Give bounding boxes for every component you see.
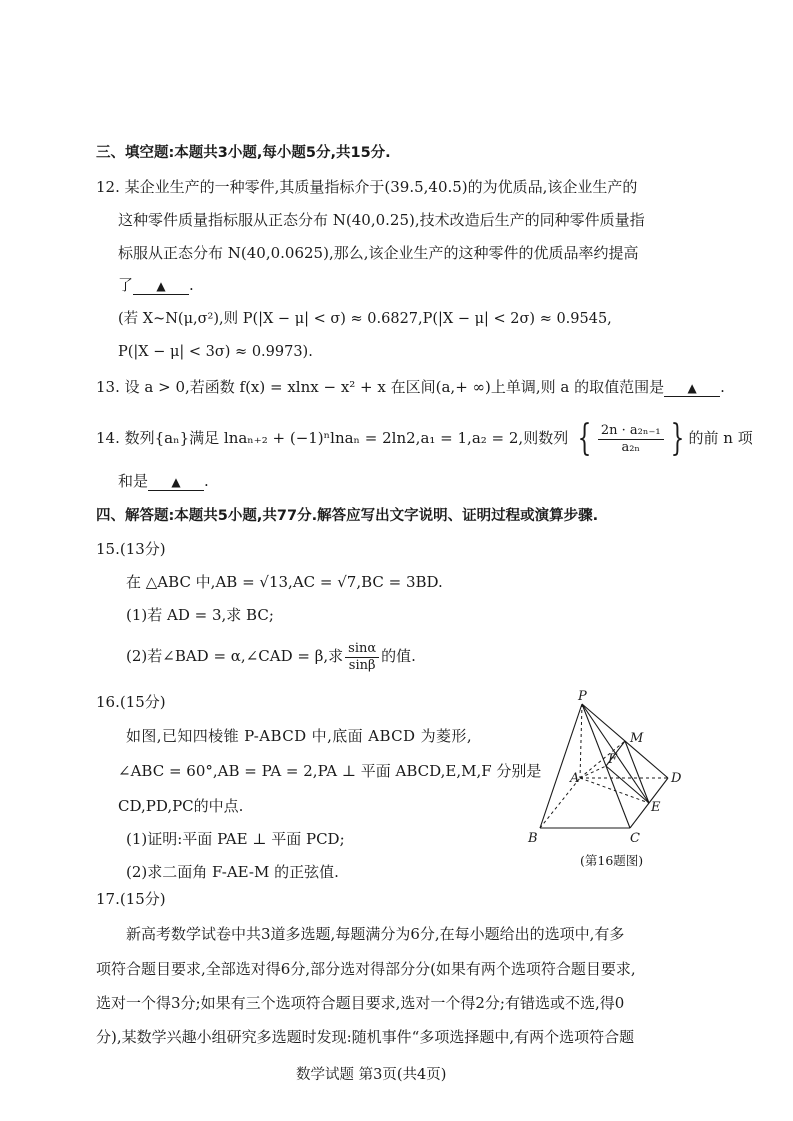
section-4-heading: 四、解答题:本题共5小题,共77分.解答应写出文字说明、证明过程或演算步骤. — [96, 508, 599, 524]
q15-part-1: (1)若 AD = 3,求 BC; — [126, 606, 274, 624]
q17-line-1: 新高考数学试卷中共3道多选题,每题满分为6分,在每小题给出的选项中,有多 — [126, 925, 625, 943]
q14-fraction-numerator: 2n · a₂ₙ₋₁ — [598, 423, 664, 440]
label-A: A — [570, 771, 580, 786]
edge-PB — [540, 704, 582, 828]
edge-AM — [580, 741, 625, 778]
q12-line-3: 标服从正态分布 N(40,0.0625),那么,该企业生产的这种零件的优质品率约提高 — [118, 244, 639, 262]
q16-line-2: ∠ABC = 60°,AB = PA = 2,PA ⊥ 平面 ABCD,E,M,F 分别是 — [118, 762, 542, 780]
edge-AF — [580, 766, 606, 778]
q15-part-2 — [126, 638, 416, 674]
q15-fraction — [345, 641, 379, 674]
q14-line-2-prefix: 和是 — [118, 472, 149, 490]
q14-line-2-suffix: . — [204, 472, 209, 490]
q16-title: 16.(15分) — [96, 693, 166, 711]
q12-line-4 — [118, 275, 194, 295]
q16-figure-caption: (第16题图) — [580, 853, 644, 868]
q17-line-3: 选对一个得3分;如果有三个选项符合题目要求,选对一个得2分;有错选或不选,得0 — [96, 994, 625, 1012]
edge-AE — [580, 778, 649, 803]
q14-line-1 — [96, 418, 753, 458]
q15-fraction-denominator: sinβ — [348, 657, 376, 673]
q14-fraction-denominator: a₂ₙ — [621, 439, 641, 455]
q14-answer-blank: ▲ — [148, 474, 204, 491]
label-C: C — [630, 831, 640, 846]
q15-part-2-prefix: (2)若∠BAD = α,∠CAD = β,求 — [126, 647, 344, 665]
section-3-heading: 三、填空题:本题共3小题,每小题5分,共15分. — [96, 145, 391, 161]
q16-line-3: CD,PD,PC的中点. — [118, 797, 244, 815]
q17-title: 17.(15分) — [96, 890, 166, 908]
q12-line-2: 这种零件质量指标服从正态分布 N(40,0.25),技术改造后生产的同种零件质量指 — [118, 211, 645, 229]
q12-line-1: 12. 某企业生产的一种零件,其质量指标介于(39.5,40.5)的为优质品,该企业生产的 — [96, 178, 638, 196]
q15-title: 15.(13分) — [96, 540, 166, 558]
q15-fraction-numerator: sinα — [345, 641, 379, 658]
q14-fraction — [598, 423, 664, 456]
q16-part-1: (1)证明:平面 PAE ⊥ 平面 PCD; — [126, 830, 345, 848]
q15-part-2-suffix: 的值. — [381, 647, 416, 665]
label-D: D — [671, 771, 682, 786]
label-M: M — [630, 731, 644, 746]
q14-suffix: 的前 n 项 — [688, 429, 753, 447]
q16-part-2: (2)求二面角 F-AE-M 的正弦值. — [126, 863, 339, 881]
label-E: E — [651, 800, 661, 815]
q13-suffix: . — [720, 378, 725, 396]
label-P: P — [578, 690, 587, 704]
q12-hint-2: P(|X − μ| < 3σ) ≈ 0.9973). — [118, 344, 313, 360]
q17-line-4: 分),某数学兴趣小组研究多选题时发现:随机事件“多项选择题中,有两个选项符合题 — [96, 1028, 635, 1046]
label-F: F — [608, 752, 618, 767]
page-footer: 数学试题 第3页(共4页) — [296, 1067, 447, 1083]
q12-line-4-prefix: 了 — [118, 276, 134, 294]
q12-answer-blank: ▲ — [133, 278, 189, 295]
q14-sequence-brace: { $\frac{\text{2n · a₂ₙ₋₁}}{\text{a₂ₙ}}$ } — [577, 418, 684, 459]
q16-pyramid-figure — [520, 690, 690, 850]
q17-line-2: 项符合题目要求,全部选对得6分,部分选对得部分分(如果有两个选项符合题目要求, — [96, 960, 636, 978]
q13-text: 13. 设 a > 0,若函数 f(x) = xlnx − x² + x 在区间(a,+ ∞)上单调,则 a 的取值范围是 — [96, 378, 665, 396]
q12-hint-1: (若 X~N(μ,σ²),则 P(|X − μ| < σ) ≈ 0.6827,P(|X − μ| < 2σ) ≈ 0.9545, — [118, 311, 612, 327]
q15-stem: 在 △ABC 中,AB = √13,AC = √7,BC = 3BD. — [126, 573, 443, 591]
label-B: B — [528, 831, 538, 846]
q12-line-4-suffix: . — [189, 276, 194, 294]
q14-prefix: 14. 数列{aₙ}满足 lnaₙ₊₂ + (−1)ⁿlnaₙ = 2ln2,a₁ = 1,a₂ = 2,则数列 — [96, 429, 569, 447]
q16-line-1: 如图,已知四棱锥 P-ABCD 中,底面 ABCD 为菱形, — [126, 727, 472, 745]
q14-line-2 — [118, 471, 209, 491]
q13-line — [96, 377, 725, 397]
q13-answer-blank: ▲ — [664, 380, 720, 397]
edge-PA — [580, 704, 582, 778]
